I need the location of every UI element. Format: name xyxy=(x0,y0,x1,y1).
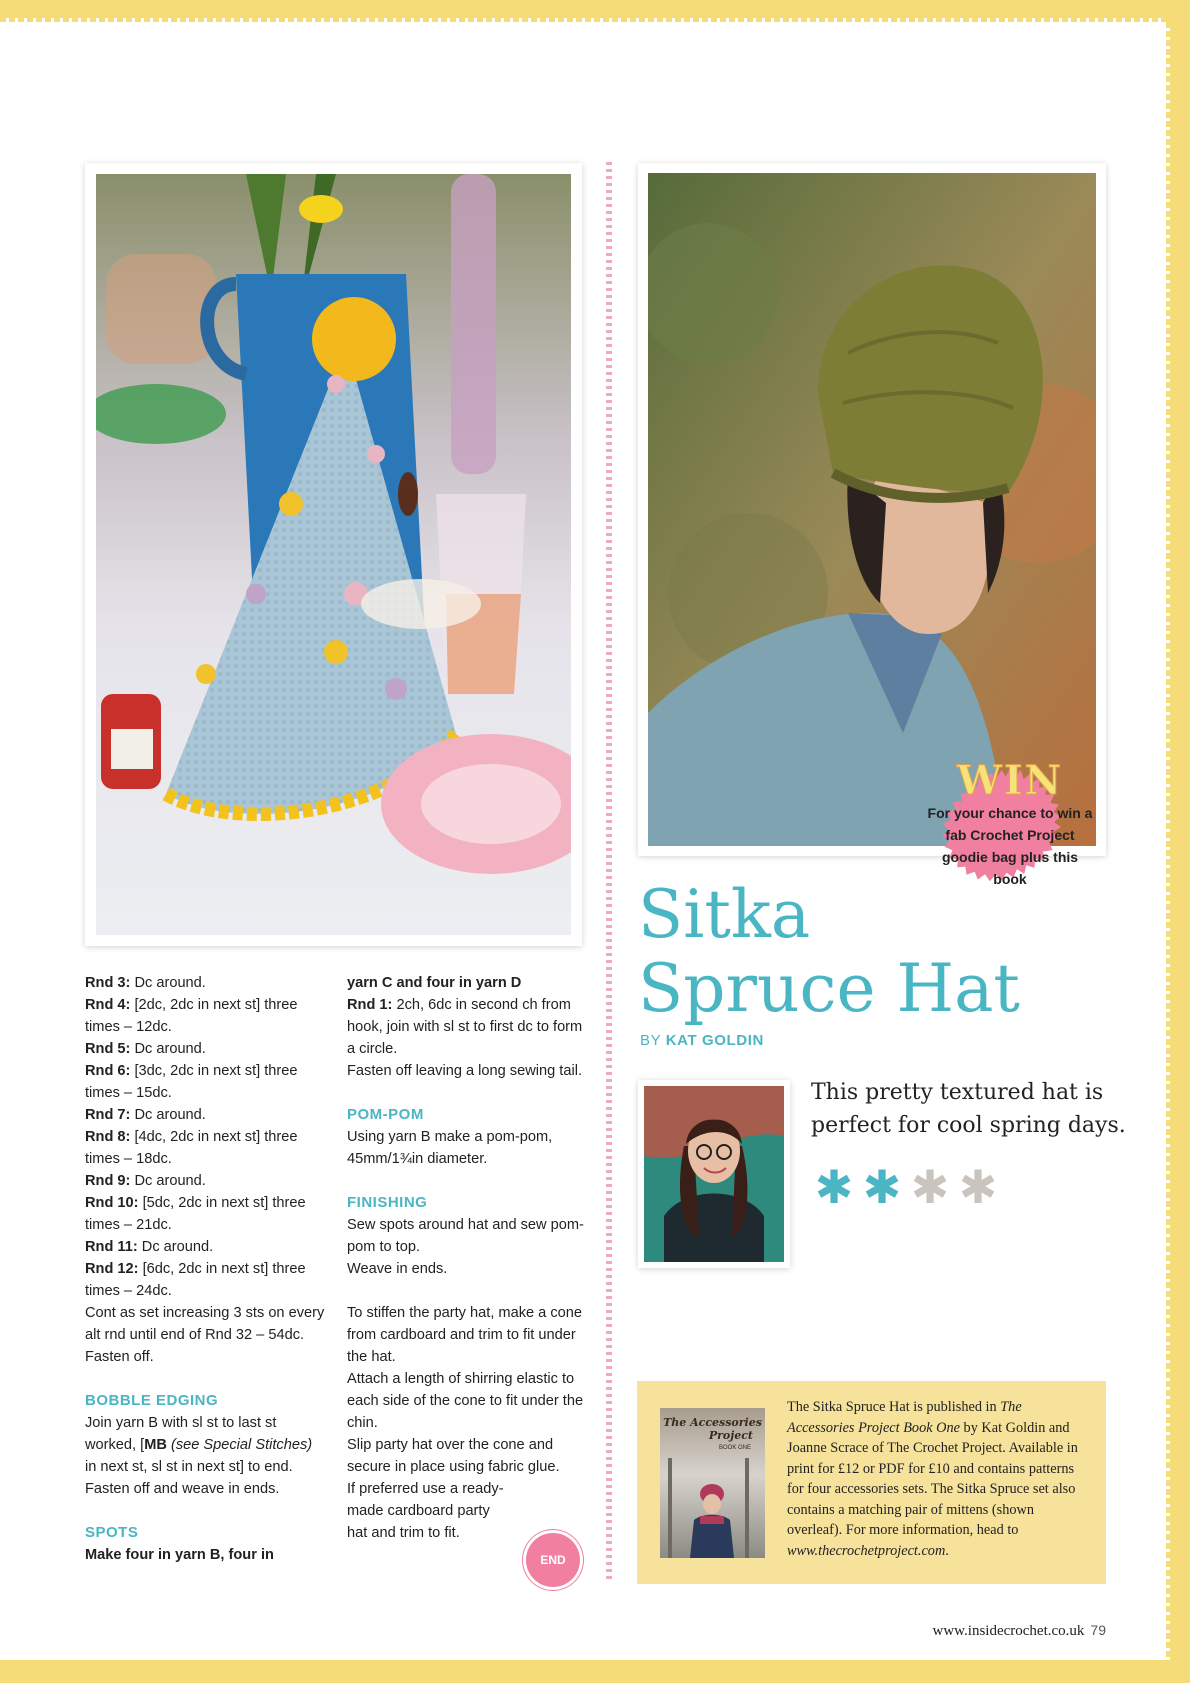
rnd-9: Rnd 9: Dc around. xyxy=(85,1173,206,1189)
book-cover-title-2: Project xyxy=(708,1429,753,1442)
win-title: WIN xyxy=(956,757,1064,804)
book-cover-figure xyxy=(660,1458,765,1558)
pattern-column-middle xyxy=(347,972,587,1544)
book-cover-title-1: The Accessories xyxy=(663,1416,762,1429)
page-number: 79 xyxy=(1090,1622,1106,1638)
win-page-link[interactable]: turn to page 17 xyxy=(962,893,1058,909)
stiffen-step-4c: hat and trim to fit. xyxy=(347,1525,460,1541)
finishing-step-2: Weave in ends. xyxy=(347,1261,448,1277)
fasten-off: Fasten off. xyxy=(85,1349,154,1365)
finishing-step-1: Sew spots around hat and sew pom-pom to top. xyxy=(347,1217,584,1255)
rnd-1: Rnd 1: 2ch, 6dc in second ch from hook, join with sl st to first dc to form a circle. xyxy=(347,997,583,1057)
spots-instruction: Make four in yarn B, four in xyxy=(85,1547,274,1563)
cont-instruction: Cont as set increasing 3 sts on every alt rnd until end of Rnd 32 – 54dc. xyxy=(85,1305,325,1343)
book-title: The Accessories Project Book One xyxy=(787,1399,1022,1436)
author-illustration xyxy=(644,1086,784,1262)
page-footer xyxy=(933,1622,1106,1640)
stiffen-step-4b: made cardboard party xyxy=(347,1503,490,1519)
stiffen-step-1: To stiffen the party hat, make a cone from cardboard and trim to fit under the hat. xyxy=(347,1305,582,1365)
book-website-link[interactable]: www.thecrochetproject.com xyxy=(787,1542,946,1559)
article-title xyxy=(638,878,1020,1026)
pompom-heading: POM-POM xyxy=(347,1106,424,1123)
rnd-8: Rnd 8: [4dc, 2dc in next st] three times – 18dc. xyxy=(85,1129,298,1167)
bobble-instruction: Join yarn B with sl st to last st worked, [MB (see Special Stitches) in next st, sl st in next st] to end. xyxy=(85,1415,313,1475)
spots-heading: SPOTS xyxy=(85,1524,139,1541)
rnd-7: Rnd 7: Dc around. xyxy=(85,1107,206,1123)
byline: BY KAT GOLDIN xyxy=(640,1032,764,1049)
end-badge: END xyxy=(526,1533,580,1587)
book-cover xyxy=(660,1408,765,1558)
column-divider xyxy=(606,162,612,1582)
win-line-3: goodie bag plus this book xyxy=(941,849,1079,887)
difficulty-star-filled-icon: ✱ xyxy=(814,1161,854,1213)
stiffen-step-4a: If preferred use a ready- xyxy=(347,1481,504,1497)
title-line-2: Spruce Hat xyxy=(638,950,1020,1027)
difficulty-rating xyxy=(812,1161,1000,1213)
fasten-tail: Fasten off leaving a long sewing tail. xyxy=(347,1063,582,1079)
book-promo-box xyxy=(637,1381,1106,1584)
book-cover-sub: BOOK ONE xyxy=(718,1445,751,1451)
difficulty-star-filled-icon: ✱ xyxy=(862,1161,902,1213)
difficulty-star-empty-icon: ✱ xyxy=(910,1161,950,1213)
frame-border-right xyxy=(1166,22,1170,1660)
author-photo-card xyxy=(638,1080,790,1268)
bobble-edging-heading: BOBBLE EDGING xyxy=(85,1392,219,1409)
footer-website[interactable]: www.insidecrochet.co.uk xyxy=(932,1623,1085,1639)
rnd-12: Rnd 12: [6dc, 2dc in next st] three times – 24dc. xyxy=(85,1261,306,1299)
party-hat-photo-card xyxy=(85,163,582,946)
win-line-1: For your chance to win a xyxy=(927,805,1093,821)
book-promo-text: The Sitka Spruce Hat is published in The Accessories Project Book One by Kat Goldin and Joanne Scrace of The Crochet Project. Available in print for £12 or PDF for £10 and contains patterns for four accessories sets. The Sitka Spruce set also contains a matching pair of mittens (shown overleaf). For more information, head to www.thecrochetproject.com. xyxy=(787,1399,1078,1559)
win-line-2: fab Crochet Project xyxy=(945,827,1075,843)
rnd-11: Rnd 11: Dc around. xyxy=(85,1239,214,1255)
rnd-10: Rnd 10: [5dc, 2dc in next st] three times – 21dc. xyxy=(85,1195,306,1233)
rnd-5: Rnd 5: Dc around. xyxy=(85,1041,206,1057)
pompom-instruction: Using yarn B make a pom-pom, 45mm/1¾in diameter. xyxy=(347,1129,553,1167)
title-line-1: Sitka xyxy=(638,876,811,953)
bobble-fasten: Fasten off and weave in ends. xyxy=(85,1481,280,1497)
author-name: KAT GOLDIN xyxy=(665,1032,764,1049)
rnd-3: Rnd 3: Dc around. xyxy=(85,975,206,991)
stiffen-step-2: Attach a length of shirring elastic to each side of the cone to fit under the chin. xyxy=(347,1371,584,1431)
difficulty-star-empty-icon: ✱ xyxy=(958,1161,998,1213)
stiffen-step-3: Slip party hat over the cone and secure in place using fabric glue. xyxy=(347,1437,560,1475)
article-intro: This pretty textured hat is perfect for cool spring days. xyxy=(811,1080,1126,1138)
author-photo xyxy=(644,1086,784,1262)
spots-continued: yarn C and four in yarn D xyxy=(347,975,522,991)
pattern-column-left xyxy=(85,972,325,1566)
party-hat-photo xyxy=(96,174,571,935)
party-hat-illustration xyxy=(96,174,571,935)
rnd-4: Rnd 4: [2dc, 2dc in next st] three times – 12dc. xyxy=(85,997,298,1035)
rnd-6: Rnd 6: [3dc, 2dc in next st] three times – 15dc. xyxy=(85,1063,298,1101)
finishing-heading: FINISHING xyxy=(347,1194,428,1211)
